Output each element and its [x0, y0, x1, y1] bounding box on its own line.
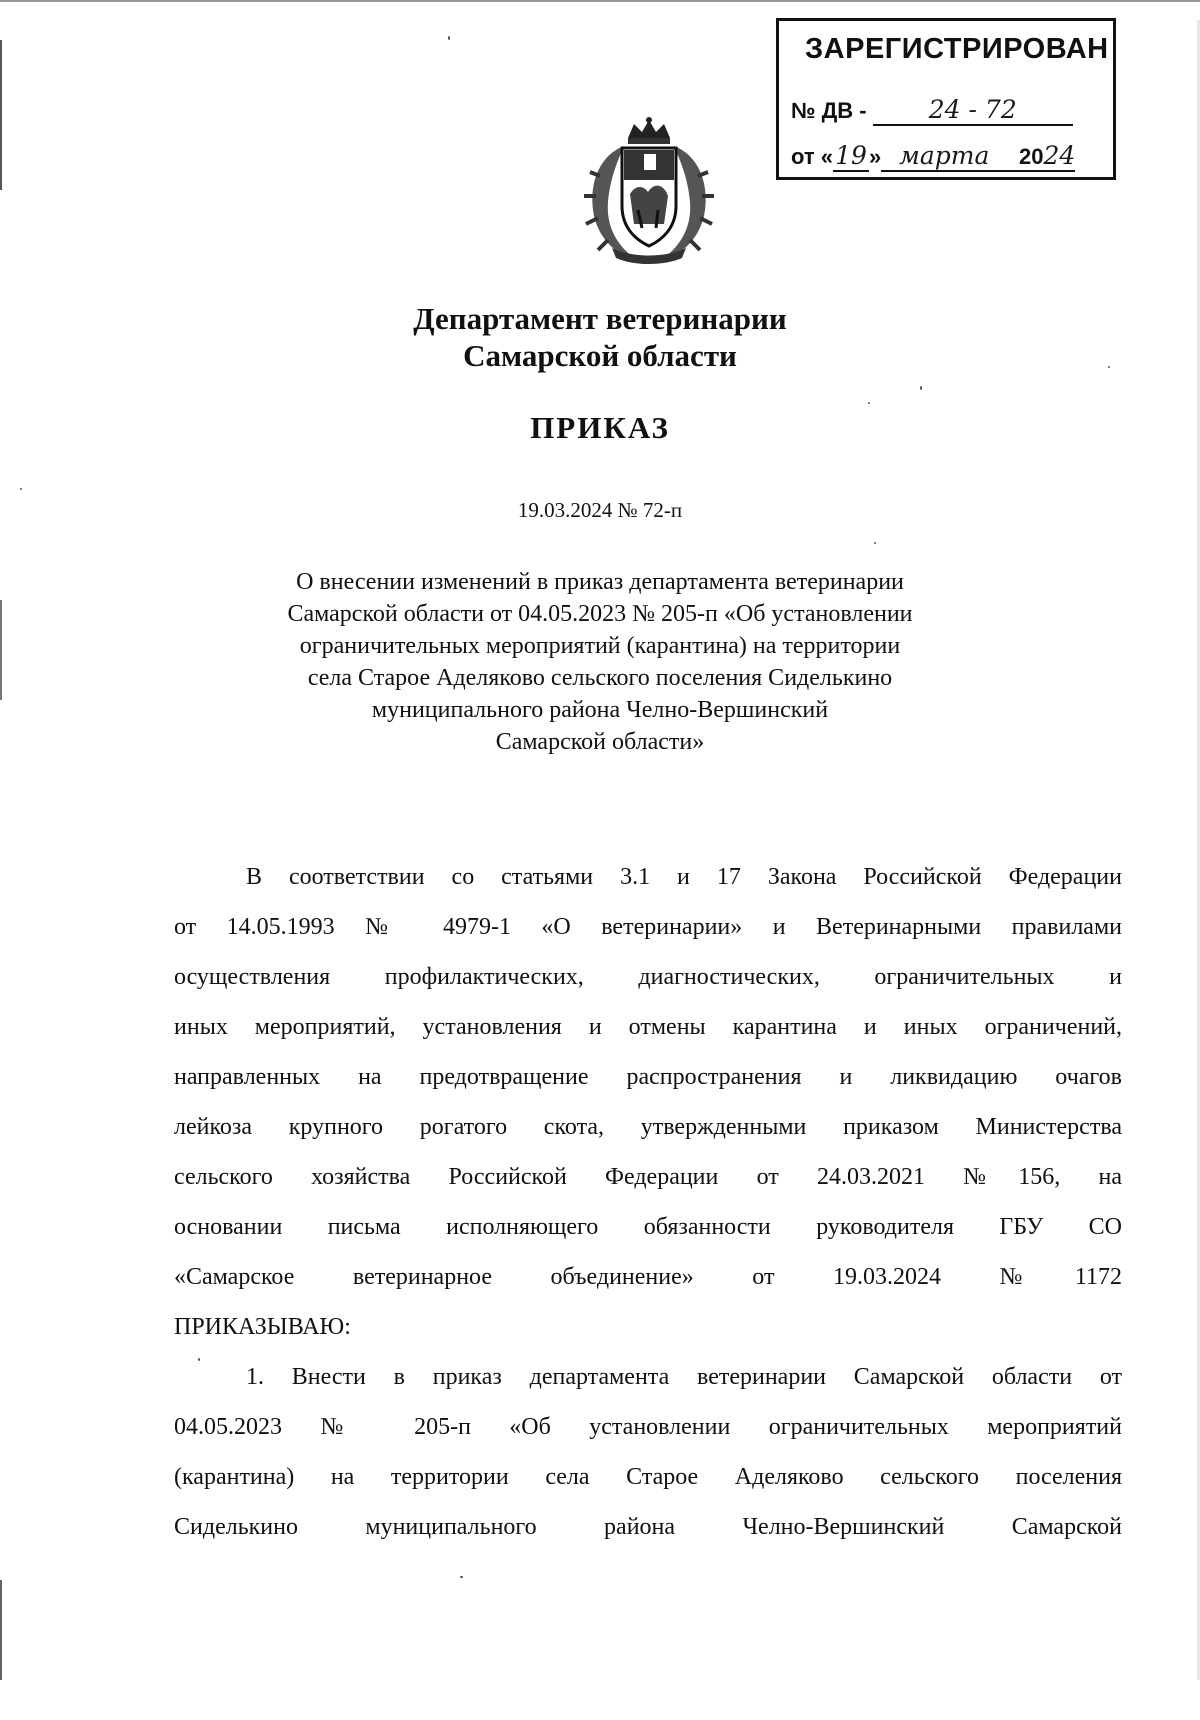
stamp-number-prefix: № ДВ - [791, 98, 867, 123]
scan-speck [920, 386, 922, 390]
scan-speck [460, 1576, 463, 1578]
body-line: В соответствии со статьями 3.1 и 17 Закона Российской Федерации [246, 864, 1122, 890]
department-name [0, 300, 1200, 374]
subject-line: ограничительных мероприятий (карантина) на территории [299, 633, 901, 659]
scan-speck [198, 1358, 200, 1361]
body-line: «Самарское ветеринарное объединение» от 19.03.2024 №1172 [174, 1264, 1122, 1290]
stamp-number-value: 24 - 72 [928, 95, 1017, 124]
body-line: иных мероприятий, установления и отмены карантина и иных ограничений, [174, 1014, 1122, 1040]
body-line: основании письма исполняющего обязанности руководителя ГБУ СО [174, 1214, 1122, 1240]
department-line: Департамент ветеринарии [413, 301, 787, 336]
department-line: Самарской области [463, 338, 737, 373]
registration-stamp [776, 18, 1116, 180]
body-line: лейкоза крупного рогатого скота, утвержденными приказом Министерства [174, 1114, 1122, 1140]
scan-speck [868, 402, 870, 404]
scan-edge-left [0, 1580, 2, 1680]
stamp-date-day: 19 [835, 141, 867, 170]
body-line: 1. Внести в приказ департамента ветеринарии Самарской области от [246, 1364, 1122, 1390]
subject-line: муниципального района Челно-Вершинский [371, 697, 829, 723]
stamp-day-field [833, 143, 869, 172]
stamp-date-prefix: от « [791, 144, 834, 169]
scan-speck [20, 488, 22, 490]
body-line: 04.05.2023 № 205-п «Об установлении ограничительных мероприятий [174, 1414, 1122, 1440]
stamp-number-field [873, 97, 1073, 126]
scan-edge-top [0, 0, 1200, 2]
scan-edge-left [0, 40, 2, 190]
body-line: Сиделькино муниципального района Челно-Вершинский Самарской [174, 1514, 1122, 1540]
stamp-title: ЗАРЕГИСТРИРОВАН [805, 33, 1109, 65]
scan-speck [1108, 366, 1110, 368]
subject-line: Самарской области от 04.05.2023 № 205-п «Об установлении [287, 601, 913, 627]
body-line: осуществления профилактических, диагностических, ограничительных и [174, 964, 1122, 990]
subject-line: О внесении изменений в приказ департамента ветеринарии [296, 569, 904, 595]
stamp-year-printed: 20 [1018, 144, 1044, 169]
body-line: сельского хозяйства Российской Федерации от 24.03.2021 №156, на [174, 1164, 1122, 1190]
stamp-date-month: марта [899, 141, 990, 170]
order-number: 19.03.2024 № 72-п [517, 498, 683, 522]
stamp-date-row [791, 143, 1075, 172]
order-subject [0, 566, 1200, 758]
scan-speck [448, 36, 450, 40]
scan-speck [874, 542, 876, 544]
body-line-order-word: ПРИКАЗЫВАЮ: [174, 1314, 351, 1340]
stamp-number-row [791, 97, 1073, 126]
stamp-date-mid: » [869, 144, 882, 169]
order-title: ПРИКАЗ [530, 410, 670, 445]
body-line: от 14.05.1993 № 4979-1 «О ветеринарии» и Ветеринарными правилами [174, 914, 1122, 940]
body-line: (карантина) на территории села Старое Аделяково сельского поселения [174, 1464, 1122, 1490]
body-line: направленных на предотвращение распространения и ликвидацию очагов [174, 1064, 1122, 1090]
coat-of-arms-icon [578, 116, 720, 266]
stamp-year-field [1007, 143, 1075, 172]
subject-line: Самарской области» [495, 729, 705, 755]
stamp-year-hand: 24 [1043, 141, 1076, 170]
subject-line: села Старое Аделяково сельского поселения Сиделькино [307, 665, 893, 691]
stamp-month-field [881, 143, 1007, 172]
